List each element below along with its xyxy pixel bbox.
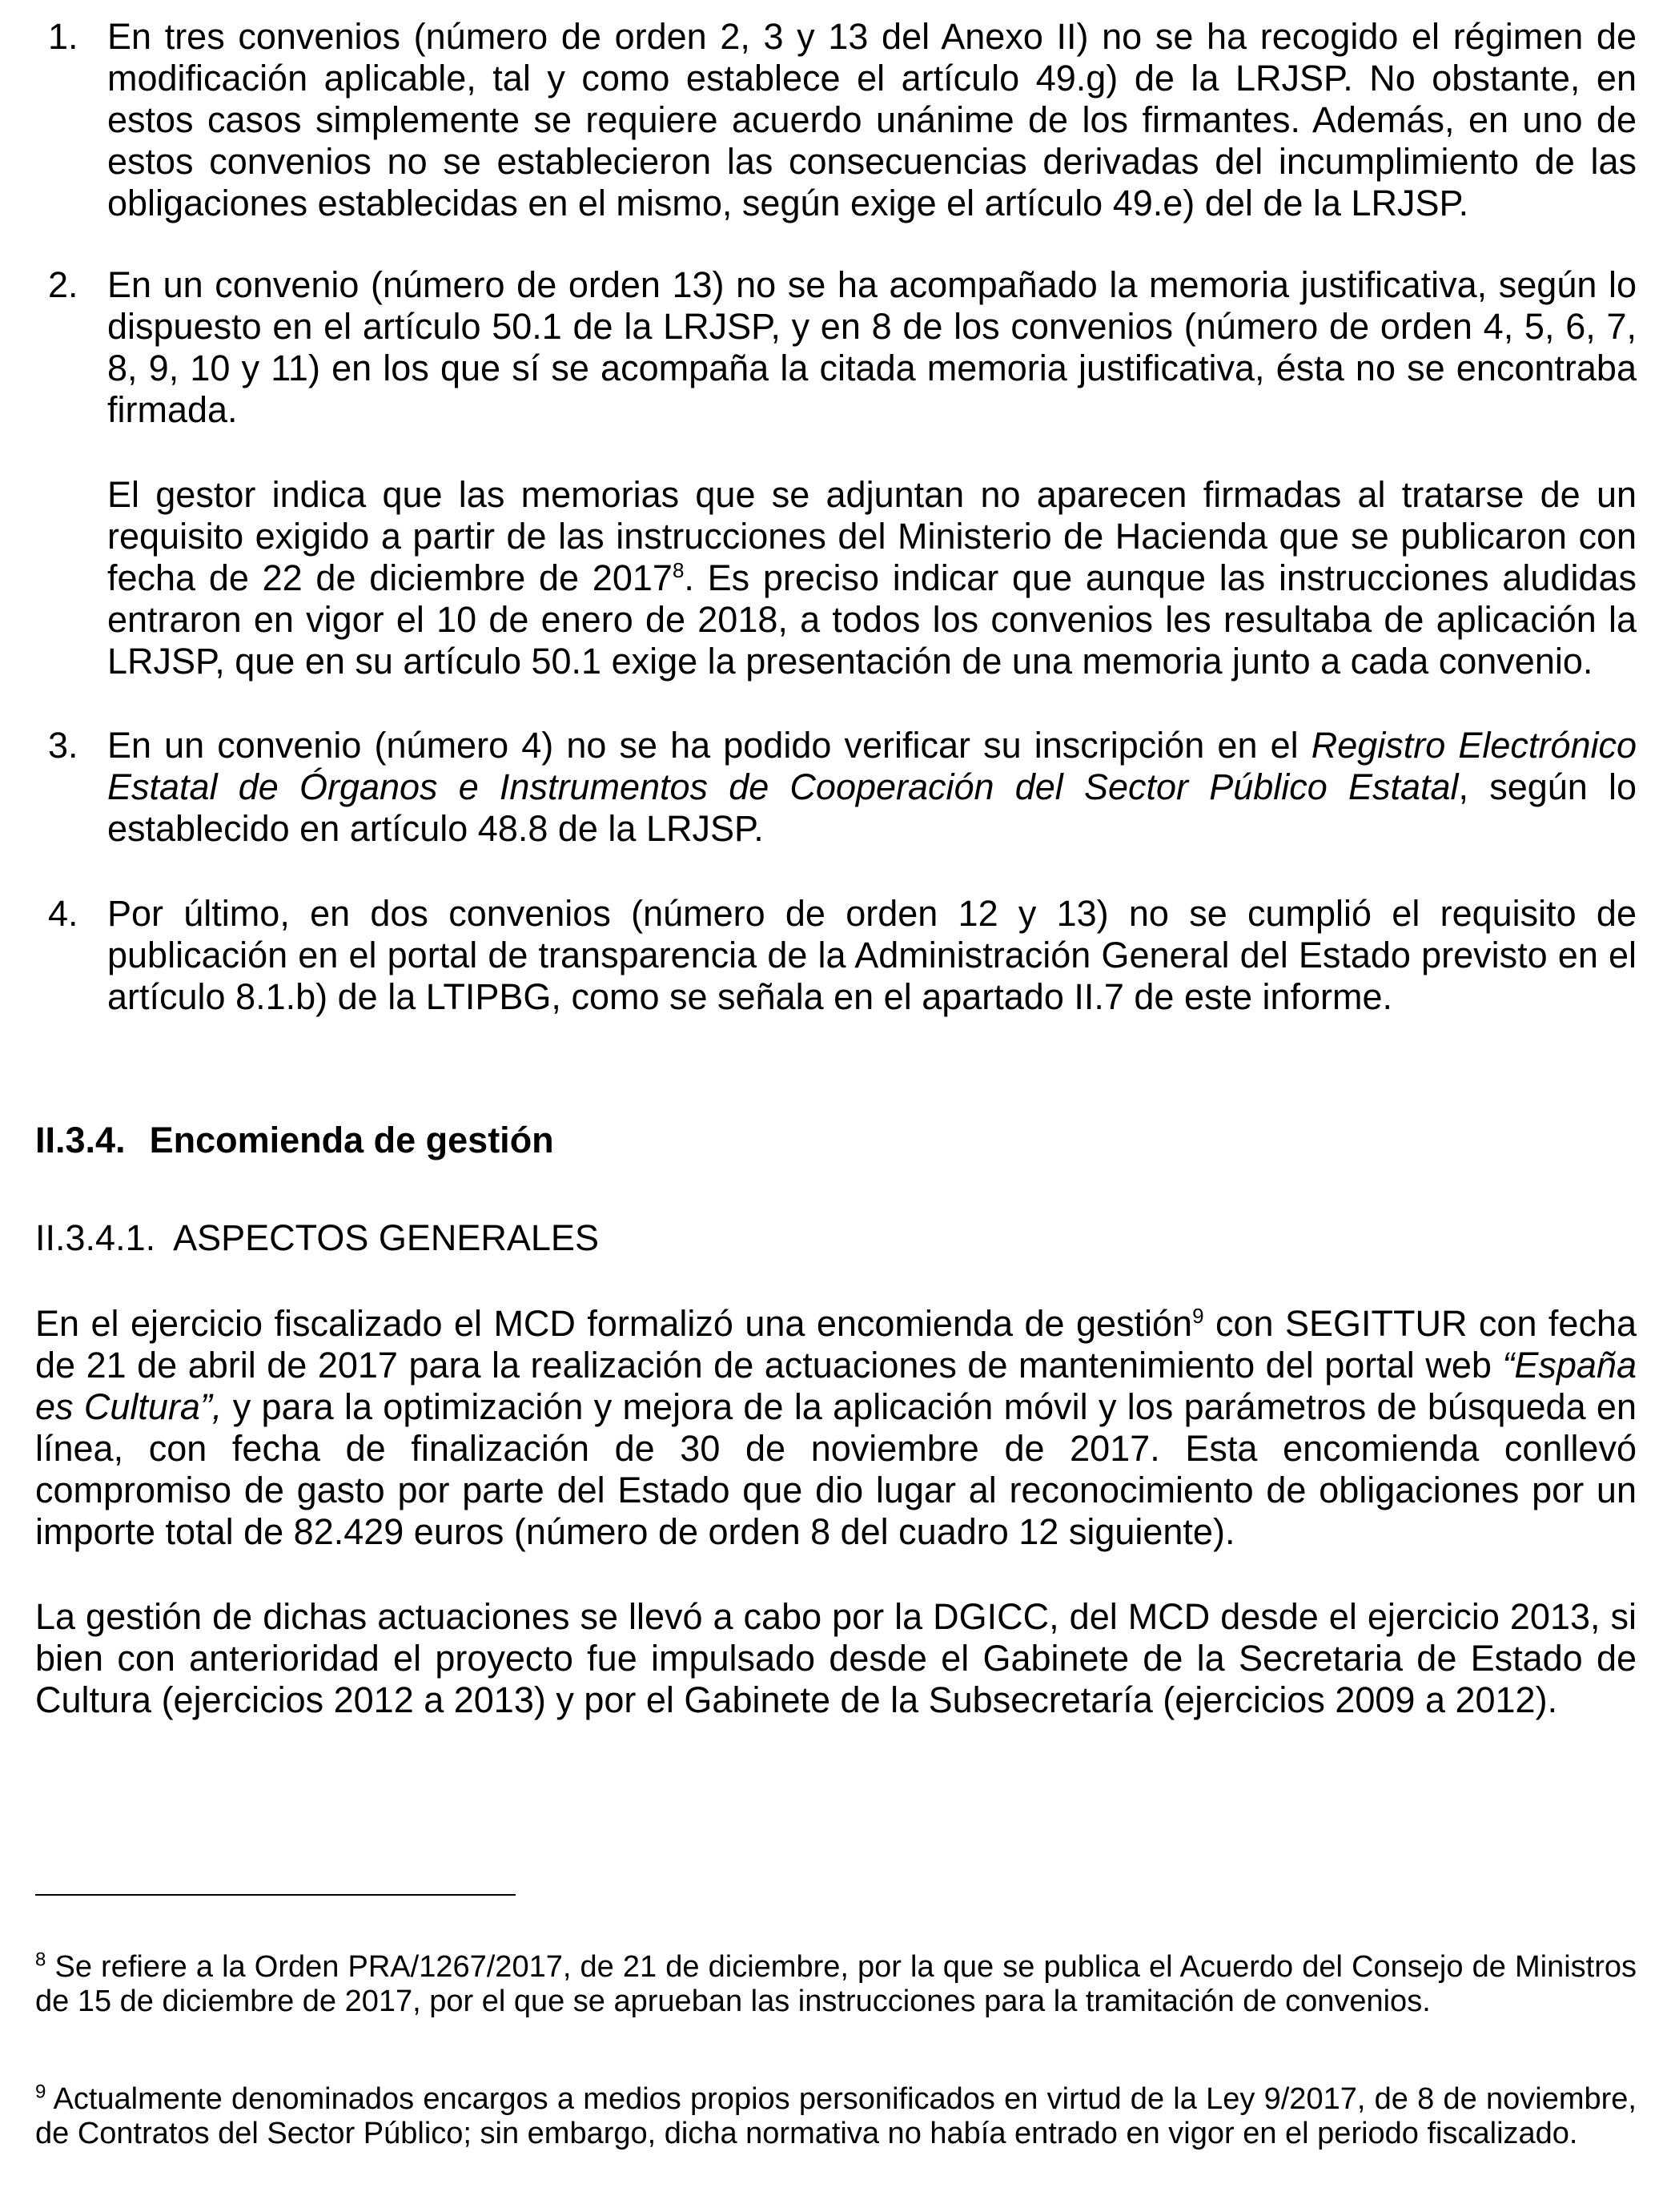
list-item-1-text: En tres convenios (número de orden 2, 3 y 13 del Anexo II) no se ha recogido el régimen de modificación aplicable, tal y como establece el artículo 49.g) de la LRJSP. No obstante, en estos casos simplemente se requiere acuerdo unánime de los firmantes. Además, en uno de estos convenios no se establecieron las consecuencias derivadas del incumplimiento de las obligaciones establecidas en el mismo, según exige el artículo 49.e) del de la LRJSP. — [107, 16, 1637, 223]
list-item-3-text-end: , según lo establecido en artículo 48.8 de la LRJSP. — [107, 766, 1637, 849]
section-title: Encomienda de gestión — [149, 1120, 554, 1160]
list-item-2-paragraph-text: El gestor indica que las memorias que se adjuntan no aparecen firmadas al tratarse de un requisito exigido a partir de las instrucciones del Ministerio de Hacienda que se publicaron con fecha de 22 de diciembre de 2017 — [107, 474, 1637, 598]
list-item-4-text: Por último, en dos convenios (número de orden 12 y 13) no se cumplió el requisito de publicación en el portal de transparencia de la Administración General del Estado previsto en el artículo 8.1.b) de la LTIPBG, como se señala en el apartado II.7 de este informe. — [107, 893, 1637, 1017]
footnote-8-mark: 8 — [35, 1949, 46, 1971]
footnote-ref-9: 9 — [1192, 1304, 1204, 1328]
footnote-8-text: Se refiere a la Orden PRA/1267/2017, de 21 de diciembre, por la que se publica el Acuerdo del Consejo de Ministros de 15 de diciembre de 2017, por el que se aprueban las instrucciones para la tramitación de convenios. — [35, 1950, 1637, 2018]
body-paragraph-1-text-cont: con SEGITTUR con fecha de 21 de abril de 2017 para la realización de actuaciones de mantenimiento del portal web — [35, 1303, 1637, 1386]
body-paragraph-1-text-end: y para la optimización y mejora de la aplicación móvil y los parámetros de búsqueda en línea, con fecha de finalización de 30 de noviembre de 2017. Esta encomienda conllevó compromiso de gasto por parte del Estado que dio lugar al reconocimiento de obligaciones por un importe total de 82.429 euros (número de orden 8 del cuadro 12 siguiente). — [35, 1386, 1637, 1552]
footnote-9-mark: 9 — [35, 2081, 46, 2103]
footnote-9 — [35, 2082, 1637, 2151]
registry-name: Registro Electrónico Estatal de Órganos e Instrumentos de Cooperación del Sector Público Estatal — [107, 725, 1637, 807]
list-item-2-paragraph-text-cont: . Es preciso indicar que aunque las instrucciones aludidas entraron en vigor el 10 de enero de 2018, a todos los convenios les resultaba de aplicación la LRJSP, que en su artículo 50.1 exige la presentación de una memoria junto a cada convenio. — [107, 557, 1637, 682]
list-item-2-paragraph — [107, 474, 1637, 682]
footnote-ref-8: 8 — [672, 558, 685, 582]
subsection-heading — [35, 1217, 599, 1259]
list-item-3-text-start: En un convenio (número 4) no se ha podido verificar su inscripción en el — [107, 725, 1311, 766]
body-paragraph-2: La gestión de dichas actuaciones se llevó a cabo por la DGICC, del MCD desde el ejercicio 2013, si bien con anterioridad el proyecto fue impulsado desde el Gabinete de la Secretaria de Estado de Cultura (ejercicios 2012 a 2013) y por el Gabinete de la Subsecretaría (ejercicios 2009 a 2012). — [35, 1596, 1637, 1720]
list-item-2-text: En un convenio (número de orden 13) no se ha acompañado la memoria justificativa, según lo dispuesto en el artículo 50.1 de la LRJSP, y en 8 de los convenios (número de orden 4, 5, 6, 7, 8, 9, 10 y 11) en los que sí se acompaña la citada memoria justificativa, ésta no se encontraba firmada. — [107, 264, 1637, 430]
subsection-number: II.3.4.1. — [35, 1217, 156, 1258]
section-heading — [35, 1120, 554, 1161]
section-number: II.3.4. — [35, 1120, 126, 1160]
list-number-4: 4. — [48, 893, 78, 934]
footnote-separator — [35, 1894, 516, 1896]
body-paragraph-1-text: En el ejercicio fiscalizado el MCD formalizó una encomienda de gestión — [35, 1303, 1193, 1344]
portal-name: “España es Cultura”, — [35, 1345, 1637, 1427]
footnote-8 — [35, 1950, 1637, 2019]
list-item-3-text — [107, 725, 1637, 850]
body-paragraph-1 — [35, 1303, 1637, 1553]
list-number-1: 1. — [48, 16, 78, 57]
list-number-3: 3. — [48, 725, 78, 766]
list-number-2: 2. — [48, 264, 78, 305]
subsection-title: ASPECTOS GENERALES — [173, 1217, 599, 1258]
footnote-9-text: Actualmente denominados encargos a medios propios personificados en virtud de la Ley 9/2017, de 8 de noviembre, de Contratos del Sector Público; sin embargo, dicha normativa no había entrado en vigor en el periodo fiscalizado. — [35, 2082, 1637, 2150]
